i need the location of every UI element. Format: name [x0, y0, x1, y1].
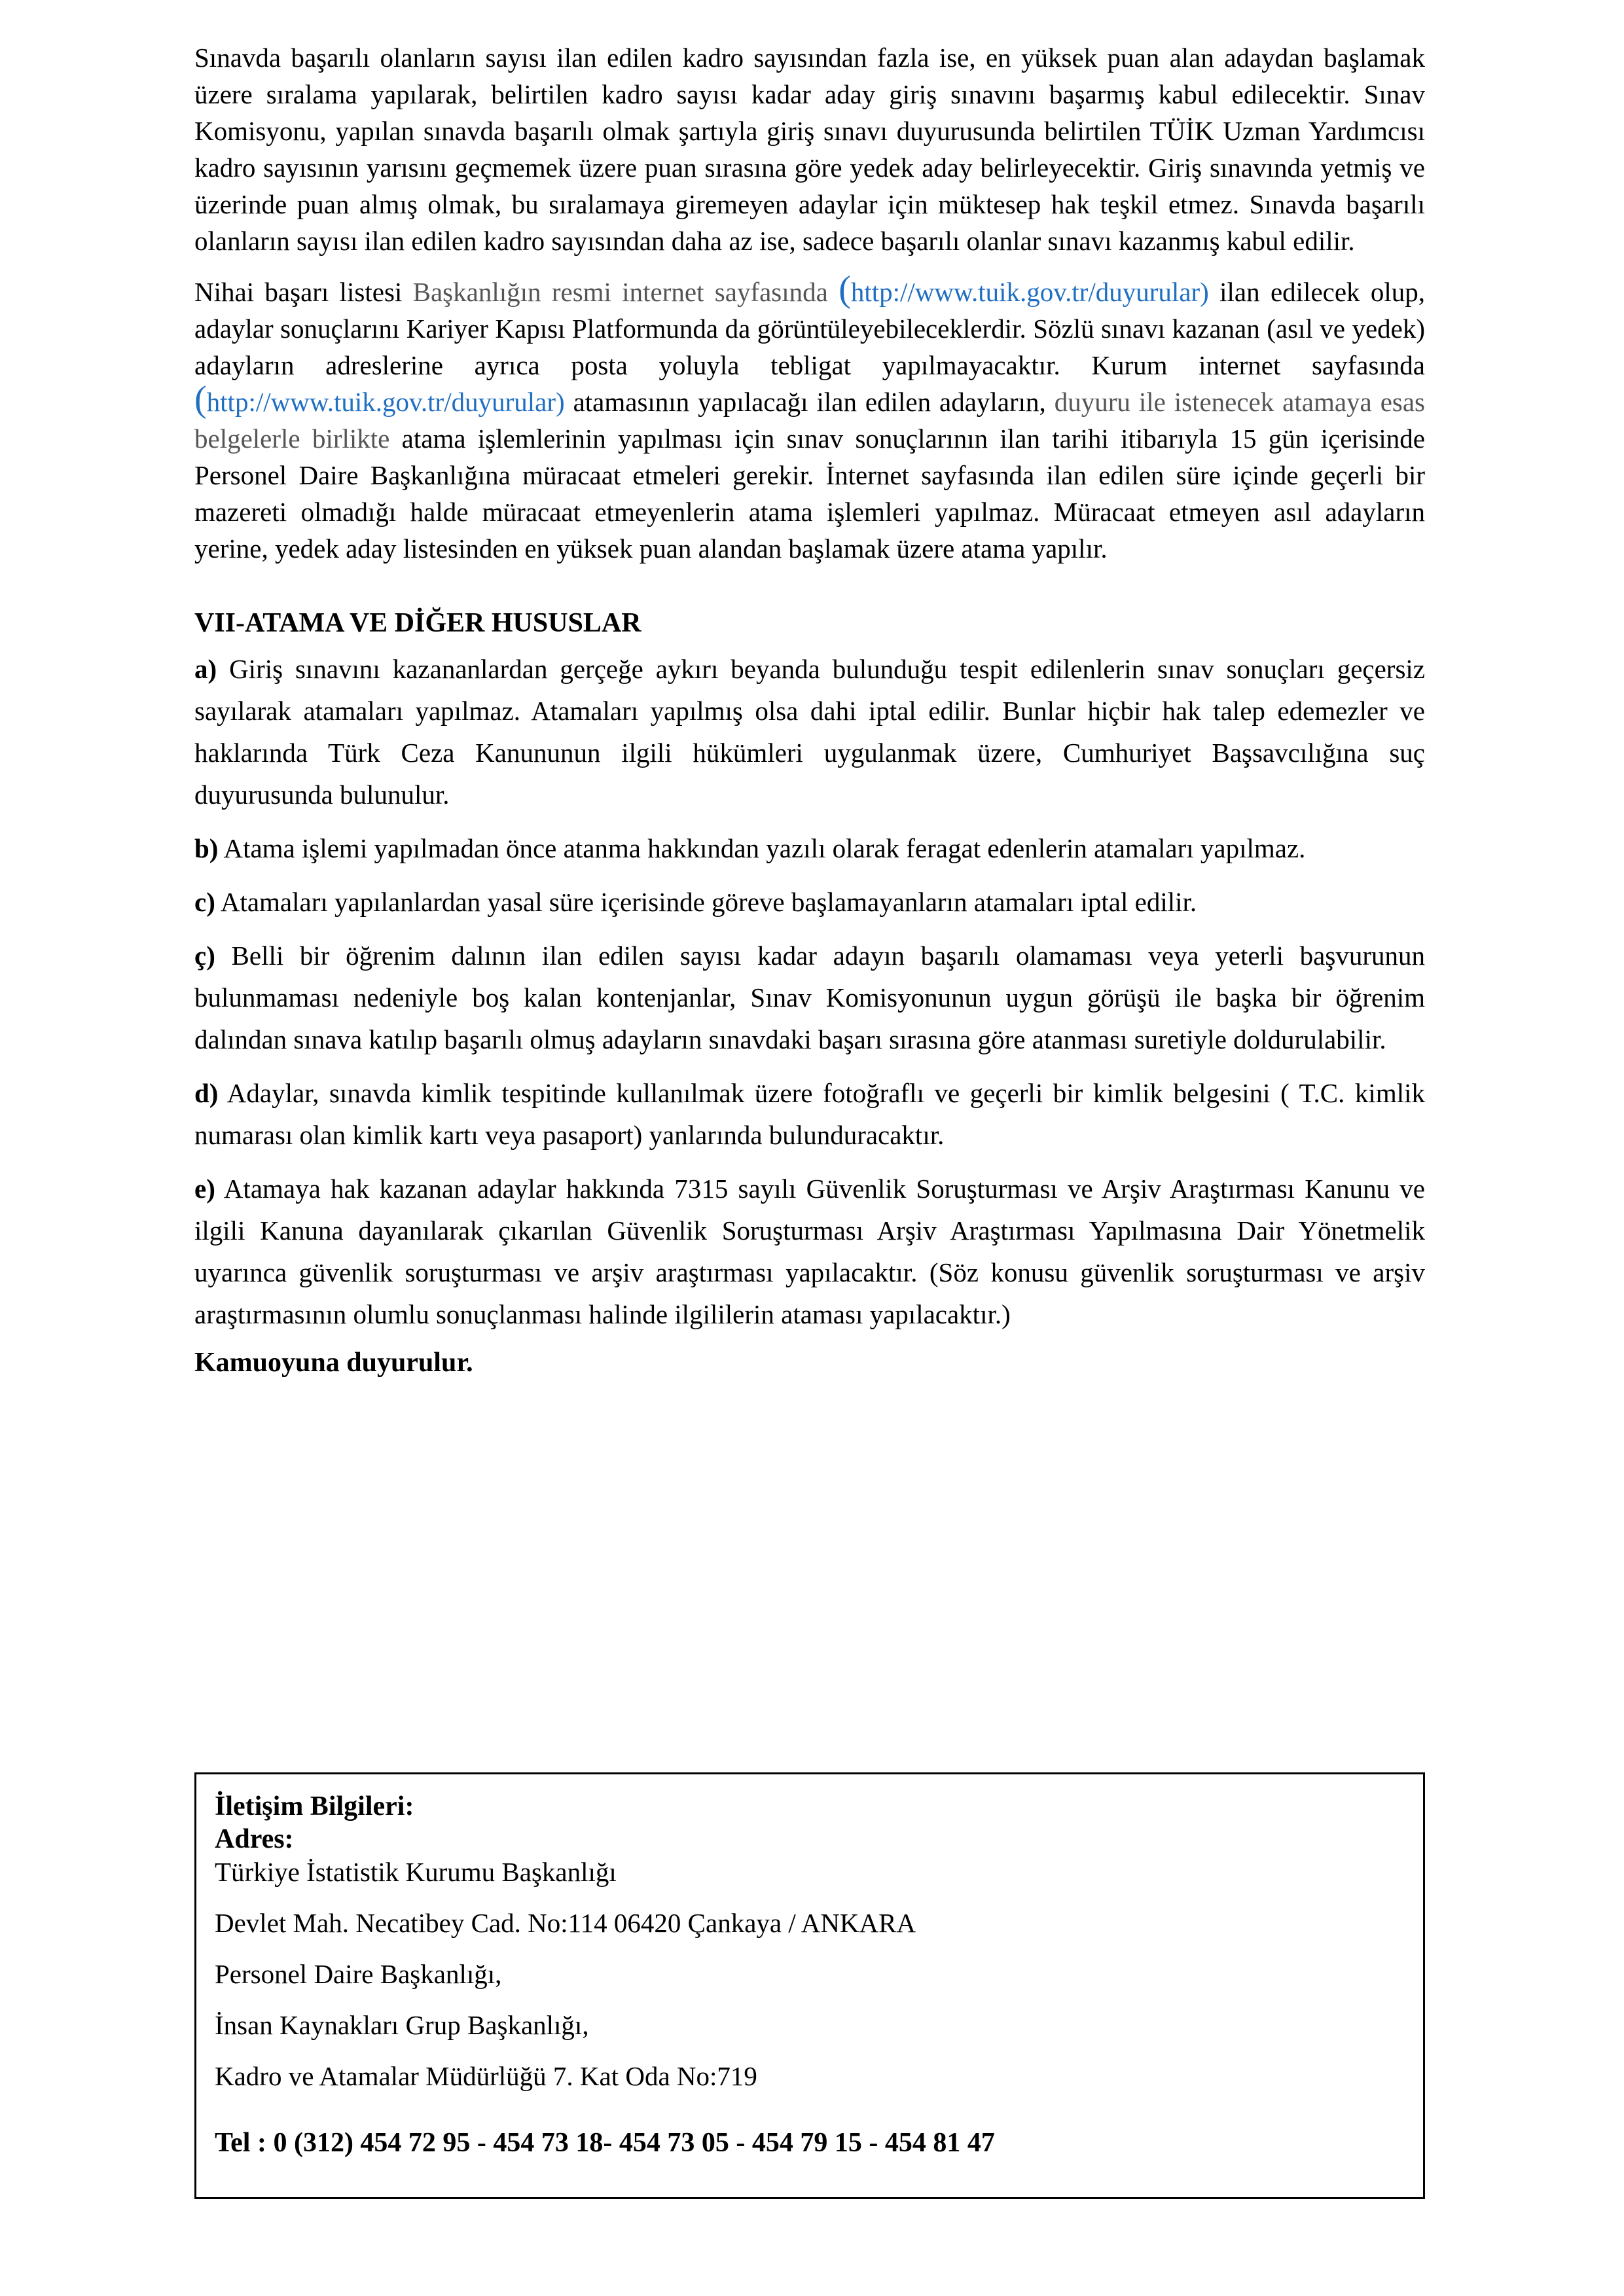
list-item-c [194, 881, 1425, 923]
item-text: Atamaya hak kazanan adaylar hakkında 7315 sayılı Güvenlik Soruşturması ve Arşiv Araştırması Kanunu ve ilgili Kanuna dayanılarak çıkarılan Güvenlik Soruşturması Arşiv Araştırması Yapılmasına Dair Yönetmelik uyarınca güvenlik soruşturması ve arşiv araştırması yapılacaktır. (Söz konusu güvenlik soruşturması ve arşiv araştırmasının olumlu sonuçlanması halinde ilgililerin ataması yapılacaktır.) [194, 1174, 1425, 1329]
final-list-text-start: Nihai başarı listesi [194, 277, 413, 307]
address-line-institution: Türkiye İstatistik Kurumu Başkanlığı [215, 1857, 617, 1887]
address-label: Adres: [215, 1824, 294, 1854]
final-list-text-assign: atamasının yapılacağı ilan edilen adayların, [573, 387, 1055, 417]
final-list-text-end: atama işlemlerinin yapılması için sınav sonuçlarının ilan tarihi itibarıyla 15 gün içerisinde Personel Daire Başkanlığına müracaat etmeleri gerekir. İnternet sayfasında ilan edilen süre içinde geçerli bir mazereti olmadığı halde müracaat etmeyenlerin atama işlemleri yapılmaz. Müracaat etmeyen asıl adayların yerine, yedek aday listesinden en yüksek puan alandan başlamak üzere atama yapılır. [194, 423, 1425, 564]
duyurular-link-1[interactable]: http://www.tuik.gov.tr/duyurular) [850, 277, 1209, 307]
duyurular-link-2[interactable]: http://www.tuik.gov.tr/duyurular) [206, 387, 573, 417]
item-label: a) [194, 654, 217, 684]
address-line-department: Personel Daire Başkanlığı, [215, 1959, 502, 1989]
open-paren: ( [839, 269, 851, 310]
address-line-street: Devlet Mah. Necatibey Cad. No:114 06420 Çankaya / ANKARA [215, 1908, 916, 1938]
closing-statement: Kamuoyuna duyurulur. [194, 1348, 473, 1378]
list-item-c-cedilla [194, 935, 1425, 1060]
open-paren-2: ( [194, 379, 207, 420]
final-list-website-text: Başkanlığın resmi internet sayfasında [412, 277, 828, 307]
final-list-documents-text: duyuru ile istenecek atamaya esas belgelerle birlikte [194, 387, 1425, 454]
item-label: c) [194, 887, 215, 917]
paragraph-final-list [194, 269, 1425, 567]
item-label: d) [194, 1078, 219, 1108]
document-page [194, 39, 1425, 1378]
item-label: b) [194, 833, 219, 863]
item-label: ç) [194, 941, 215, 971]
item-text: Atamaları yapılanlardan yasal süre içerisinde göreve başlamayanların atamaları iptal edilir. [215, 887, 1197, 917]
list-item-d [194, 1072, 1425, 1156]
item-text: Atama işlemi yapılmadan önce atanma hakkından yazılı olarak feragat edenlerin atamaları yapılmaz. [218, 833, 1306, 863]
paragraph-ranking-rules: Sınavda başarılı olanların sayısı ilan edilen kadro sayısından fazla ise, en yüksek puan alan adaydan başlamak üzere sıralama yapılarak, belirtilen kadro sayısı kadar aday giriş sınavını başarmış kabul edilecektir. Sınav Komisyonu, yapılan sınavda başarılı olmak şartıyla giriş sınavı duyurusunda belirtilen TÜİK Uzman Yardımcısı kadro sayısının yarısını geçmemek üzere puan sırasına göre yedek aday belirleyecektir. Giriş sınavında yetmiş ve üzerinde puan almış olmak, bu sıralamaya giremeyen adaylar için müktesep hak teşkil etmez. Sınavda başarılı olanların sayısı ilan edilen kadro sayısından daha az ise, sadece başarılı olanlar sınavı kazanmış kabul edilir. [194, 43, 1425, 256]
list-item-e [194, 1168, 1425, 1335]
item-text: Belli bir öğrenim dalının ilan edilen sayısı kadar adayın başarılı olamaması veya yeterli başvurunun bulunmaması nedeniyle boş kalan kontenjanlar, Sınav Komisyonunun uygun görüşü ile başka bir öğrenim dalından sınava katılıp başarılı olmuş adayların sınavdaki başarı sırasına göre atanması suretiyle doldurulabilir. [194, 941, 1425, 1054]
contact-heading: İletişim Bilgileri: [215, 1791, 414, 1821]
address-line-group: İnsan Kaynakları Grup Başkanlığı, [215, 2010, 589, 2040]
address-line-office: Kadro ve Atamalar Müdürlüğü 7. Kat Oda No:719 [215, 2061, 757, 2091]
item-text: Adaylar, sınavda kimlik tespitinde kullanılmak üzere fotoğraflı ve geçerli bir kimlik belgesini ( T.C. kimlik numarası olan kimlik kartı veya pasaport) yanlarında bulunduracaktır. [194, 1078, 1425, 1150]
list-item-a [194, 648, 1425, 816]
item-text: Giriş sınavını kazananlardan gerçeğe aykırı beyanda bulunduğu tespit edilenlerin sınav sonuçları geçersiz sayılarak atamaları yapılmaz. Atamaları yapılmış olsa dahi iptal edilir. Bunlar hiçbir hak talep edemezler ve haklarında Türk Ceza Kanununun ilgili hükümleri uygulanmak üzere, Cumhuriyet Başsavcılığına suç duyurusunda bulunulur. [194, 654, 1425, 810]
item-label: e) [194, 1174, 215, 1204]
final-list-text-middle: ilan edilecek olup, adaylar sonuçlarını Kariyer Kapısı Platformunda da görüntüleyebileceklerdir. Sözlü sınavı kazanan (asıl ve yedek) adayların adreslerine ayrıca posta yoluyla tebligat yapılmayacaktır. Kurum internet sayfasında [194, 277, 1425, 380]
list-item-b [194, 827, 1425, 869]
phone-numbers: Tel : 0 (312) 454 72 95 - 454 73 18- 454 73 05 - 454 79 15 - 454 81 47 [215, 2128, 995, 2158]
contact-info-box [194, 1772, 1425, 2199]
section-title: VII-ATAMA VE DİĞER HUSUSLAR [194, 608, 641, 638]
